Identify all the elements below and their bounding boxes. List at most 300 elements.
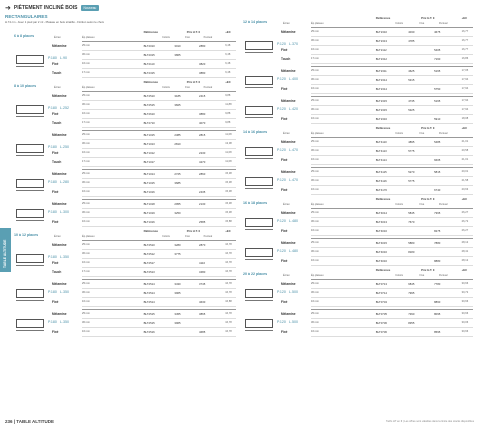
ecotax: 30,06 [461,321,469,324]
depth-label: P.120 [277,106,286,111]
reference: BLT2110 [143,62,155,66]
thickness: 17 mm [82,160,90,163]
col-sub-label: Pentual [438,274,448,277]
dimension-line [16,220,44,221]
reference: BLT2311 [375,69,387,73]
col-ec-label: +EC [461,16,468,20]
product-section [243,96,473,124]
thickness: 25 mm [82,94,90,97]
ecotax: 16,78 [225,252,232,255]
plateau-type: Mélamine [52,202,67,206]
price-fixed: 3430 [174,282,181,286]
reference: BLT1016 [143,220,155,224]
table-row [281,46,473,55]
thickness: 25 mm [82,202,90,205]
ecotax: 20,58 [461,149,469,152]
thickness: 16 mm [311,158,319,161]
section-title: 20 à 22 places [243,272,268,276]
plateau-type: Fixé [52,261,59,265]
col-price-label: Prix H.T. € [186,80,201,84]
ecotax: 16,86 [461,57,469,60]
plateau-type: Fixé [281,330,288,334]
col-sub-label: Fixé [185,36,190,39]
thickness: 30 mm [82,103,90,106]
table-top-outline [16,55,44,64]
price-pentual: 4270 [199,160,206,164]
thickness: 25 mm [311,99,319,102]
table-row [311,106,473,115]
col-ec-label: +EC [225,229,231,233]
ecotax: 16,78 [225,243,232,246]
table-top-outline [245,76,273,85]
section-title: 12 à 14 places [243,20,268,24]
section-sizes-label: Écran [283,132,290,135]
thickness: 25 mm [311,30,319,33]
table-row [52,259,236,268]
product-section [14,309,236,337]
col-ec-label: +EC [225,30,231,34]
table-row [311,147,473,156]
thickness: 25 mm [82,243,90,246]
thickness: 30 mm [311,179,319,182]
section-title: 16 à 18 places [243,201,268,205]
ecotax: 16,88 [225,300,232,303]
table-row [52,42,236,51]
price-pentual: 2815 [199,133,206,137]
section-sizes-label: Écran [283,274,290,277]
thickness: 16 mm [311,188,319,191]
ecotax: 17,05 [461,69,469,72]
price-pentual: 4685 [199,330,206,334]
thickness: 30 mm [82,142,90,145]
table-row [82,289,236,298]
table-top-outline [245,248,273,257]
col-sub-label: Pentual [438,203,448,206]
ecotax: 21,01 [461,140,469,143]
reference: BLT2710 [143,121,155,125]
table-row [281,328,473,337]
table-row [52,268,236,277]
length-label: L.480 [289,218,298,223]
reference: BLT4110 [375,140,387,144]
ecotax: 15,38 [225,190,232,193]
reference: BLT1015 [143,133,155,137]
thickness: 30 mm [311,220,319,223]
table-top-outline [16,319,44,328]
section-header [243,197,473,208]
price-fixed: 2725 [174,172,181,176]
new-badge: Nouveau [81,5,100,11]
price-fixed: 3685 [174,181,181,185]
thickness: 16 mm [311,259,319,262]
thickness: 25 mm [311,282,319,285]
price-pentual: 2860 [199,172,206,176]
col-sub-label: Pentual [203,235,213,238]
ecotax: 16,77 [461,39,469,42]
product-section [14,169,236,197]
ecotax: 16,78 [225,282,232,285]
length-label: L.252 [60,106,69,110]
table-row [281,28,473,37]
ecotax: 26,27 [461,211,469,214]
plateau-type: Fixé [281,259,288,263]
table-row [281,280,473,289]
price-pentual: 2585 [199,220,206,224]
thickness: 16 mm [82,112,90,115]
price-pentual: 5910 [434,117,441,121]
reference: BLT0736 [375,330,387,334]
reference: BLT0714 [375,291,387,295]
reference: BLT2313 [375,39,387,43]
price-fixed: 5775 [408,149,415,153]
thickness: 16 mm [82,190,90,193]
table-row [82,101,236,110]
ecotax: 21,01 [461,158,469,161]
price-fixed: 7670 [408,220,415,224]
ecotax: 6,48 [225,71,231,74]
price-pentual: 5815 [434,170,441,174]
thickness: 16 mm [82,151,90,154]
ecotax: 11,08 [225,160,232,163]
plateau-type: Touch [281,57,291,61]
col-ep-label: Ép.plateau [311,132,324,135]
price-fixed: 2385 [174,133,181,137]
table-row [52,218,236,227]
footer-label: TABLE ALTITUDE [16,419,54,424]
price-pentual: 8595 [434,330,441,334]
reference: BLT2316 [375,117,387,121]
table-row [82,51,236,60]
thickness: 30 mm [82,321,90,324]
price-fixed: 5325 [408,108,415,112]
thickness: 25 mm [311,241,319,244]
table-row [281,227,473,236]
thickness: 17 mm [311,57,319,60]
table-row [281,298,473,307]
ecotax: 26,72 [461,220,469,223]
thickness: 25 mm [311,69,319,72]
ecotax: 28,41 [461,250,469,253]
price-fixed: 3825 [174,103,181,107]
reference: BLT2514 [143,300,155,304]
col-sub-label: Fixé [419,132,425,135]
price-pentual: 2435 [199,190,206,194]
plateau-type: Mélamine [281,211,296,215]
table-top-outline [245,41,273,50]
price-fixed: 3965 [174,291,181,295]
product-section [243,16,473,64]
ecotax: 30,66 [461,312,469,315]
reference: BLT4015 [375,241,387,245]
price-fixed: 7390 [408,312,415,316]
depth-label: P.180 [48,145,57,149]
col-sub-label: Fixé [419,203,425,206]
plateau-type: Touch [52,71,62,75]
thickness: 16 mm [311,87,319,90]
reference: BLT0736 [375,321,387,325]
table-row [82,250,236,259]
reference: BLT2610 [143,112,155,116]
plateau-type: Touch [52,270,62,274]
ecotax: 15,38 [225,202,232,205]
dimension-line [16,66,44,67]
table-row [52,298,236,307]
price-pentual: 5485 [434,140,441,144]
table-dimension-diagram [14,252,74,266]
price-fixed: 3010 [174,44,181,48]
table-row [52,200,236,209]
product-section [243,238,473,266]
thickness: 16 mm [82,220,90,223]
thickness: 30 mm [311,149,319,152]
reference: BLT2517 [143,261,155,265]
ecotax: 30,66 [461,282,469,285]
table-row [82,209,236,218]
plateau-type: Fixé [281,48,288,52]
depth-label: P.120 [277,289,286,294]
col-ec-label: +EC [461,197,468,201]
thickness: 16 mm [311,330,319,333]
col-sub-label: Coloris [162,86,170,89]
section-title: 10 à 12 places [14,233,39,237]
price-pentual: 4070 [199,121,206,125]
price-pentual: 2130 [199,202,206,206]
col-price-label: Prix H.T. € [421,126,435,130]
depth-label: P.180 [48,106,57,110]
thickness: 16 mm [311,117,319,120]
reference: BLT1013 [143,142,155,146]
col-sub-label: Fixé [185,235,190,238]
price-fixed: 4785 [408,39,415,43]
table-row [281,209,473,218]
ecotax: 6,48 [225,62,231,65]
price-pentual: 2870 [199,243,206,247]
table-top-outline [16,144,44,153]
table-row [281,310,473,319]
product-section [243,126,473,165]
section-heading-rectangulaires: RECTANGULAIRES [5,14,48,19]
col-sub-label: Coloris [395,132,404,135]
ecotax: 11,88 [225,103,232,106]
dimension-line [245,229,273,230]
reference: BLT1017 [143,160,155,164]
thickness: 25 mm [311,312,319,315]
table-dimension-diagram [243,175,303,189]
ecotax: 30,72 [461,291,469,294]
table-row [52,188,236,197]
ecotax: 16,77 [461,48,469,51]
col-ref-label: Référence [143,30,159,34]
section-header [243,268,473,279]
thickness: 25 mm [311,170,319,173]
price-pentual: 6605 [434,158,441,162]
table-dimension-diagram [243,287,303,301]
reference: BLT1016 [143,190,155,194]
price-pentual: 7160 [434,57,441,61]
thickness: 30 mm [311,321,319,324]
table-row [311,218,473,227]
col-ref-label: Référence [375,197,391,201]
ecotax: 17,94 [461,87,469,90]
table-top-outline [16,209,44,218]
dimension-line [16,330,44,331]
thickness: 16 mm [82,330,90,333]
plateau-type: Mélamine [281,99,296,103]
plateau-type: Mélamine [281,30,296,34]
table-row [311,76,473,85]
reference: BLT2015 [143,53,155,57]
col-ec-label: +EC [225,80,231,84]
col-ref-label: Référence [375,126,391,130]
price-pentual: 5405 [434,48,441,52]
col-sub-label: Pentual [438,22,448,25]
price-pentual: 7780 [434,282,441,286]
plateau-type: Mélamine [281,282,296,286]
col-ep-label: Ép.plateau [82,86,95,89]
thickness: 30 mm [311,39,319,42]
ecotax: 30,66 [461,300,469,303]
table-top-outline [245,289,273,298]
thickness: 30 mm [311,108,319,111]
plateau-type: Fixé [281,300,288,304]
col-ref-label: Référence [143,229,159,233]
ecotax: 30,66 [461,330,469,333]
table-top-outline [245,319,273,328]
price-fixed: 2810 [174,142,181,146]
reference: BLT1018 [143,202,155,206]
price-pentual: 2230 [199,151,206,155]
ecotax: 9,88 [225,94,231,97]
reference: BLT2515 [143,312,155,316]
table-dimension-diagram [14,142,74,156]
price-fixed: 3250 [174,211,181,215]
length-label: L.500 [289,289,298,294]
col-ep-label: Ép.plateau [311,274,324,277]
reference: BLT4016 [375,250,387,254]
product-section [14,130,236,167]
section-sizes-label: Écran [54,36,61,39]
ecotax: 20,63 [461,188,469,191]
reference: BLT2315 [143,71,155,75]
section-header [243,126,473,137]
page-header [5,3,99,12]
plateau-type: Mélamine [281,241,296,245]
plateau-type: Mélamine [52,44,67,48]
price-pentual: 5750 [434,87,441,91]
table-row [281,115,473,124]
col-ref-label: Référence [375,16,391,20]
reference: BLT2512 [143,252,155,256]
table-dimension-diagram [14,317,74,331]
price-pentual: 8860 [434,300,441,304]
table-row [281,239,473,248]
col-ref-label: Référence [143,80,159,84]
ecotax: 28,12 [461,259,469,262]
table-dimension-diagram [243,39,303,53]
length-label: L.300 [60,209,69,214]
price-fixed: 5315 [408,78,415,82]
table-row [311,248,473,257]
table-row [82,179,236,188]
section-title: 8 à 10 places [14,84,37,88]
table-row [311,37,473,46]
ecotax: 17,94 [461,108,469,111]
ecotax: 6,48 [225,44,231,47]
length-label: L.480 [289,248,298,253]
reference: BLT2312 [375,57,387,61]
col-price-label: Prix H.T. € [421,268,435,272]
reference: BLT2010 [143,44,155,48]
table-row [82,140,236,149]
depth-label: P.120 [277,218,286,223]
price-pentual: 8275 [434,229,441,233]
depth-label: P.180 [48,209,57,214]
col-sub-label: Coloris [395,274,404,277]
reference: BLT2112 [375,48,387,52]
length-label: L.350 [60,255,69,259]
reference: BLT1012 [143,151,155,155]
thickness: 30 mm [311,250,319,253]
length-label: L.420 [289,106,298,111]
reference: BLT4016 [375,229,387,233]
price-fixed: 3775 [174,252,181,256]
reference: BLT0713 [375,282,387,286]
ecotax: 16,78 [225,291,232,294]
col-sub-label: Fixé [419,22,425,25]
price-fixed: 6845 [408,282,415,286]
dimension-line [16,300,44,301]
length-label: L.250 [60,145,69,149]
plateau-type: Fixé [52,300,59,304]
thickness: 17 mm [82,270,90,273]
length-label: L.350 [60,319,69,324]
dimension-line [245,52,273,53]
price-pentual: 3480 [199,270,206,274]
table-row [281,156,473,165]
table-row [52,92,236,101]
table-row [281,138,473,147]
table-row [52,280,236,289]
thickness: 30 mm [82,252,90,255]
thickness: 16 mm [82,300,90,303]
price-pentual: 7365 [434,211,441,215]
plateau-type: Fixé [52,62,59,66]
dimension-line [245,330,273,331]
price-pentual: 4110 [199,261,206,265]
table-top-outline [245,177,273,186]
ecotax: 20,01 [461,170,469,173]
section-sizes-label: Écran [54,235,61,238]
table-row [281,67,473,76]
reference: BLT4014 [375,211,387,215]
footer-note: Tarifs HT en € | Les offres sont valables dans la limite des stocks disponibles [386,420,474,423]
reference: BLT2513 [143,270,155,274]
plateau-type: Touch [52,121,62,125]
ecotax: 18,08 [461,117,469,120]
price-fixed: 3185 [174,94,181,98]
col-sub-label: Pentual [203,86,213,89]
plateau-type: Fixé [281,87,288,91]
table-dimension-diagram [243,246,303,260]
length-label: L.500 [289,319,298,324]
plateau-type: Mélamine [281,69,296,73]
table-row [52,60,236,69]
ecotax: 26,27 [461,229,469,232]
price-pentual: 3880 [199,112,206,116]
page-number: 236 [5,419,13,424]
length-label: L.470 [289,177,298,182]
thickness: 16 mm [82,261,90,264]
